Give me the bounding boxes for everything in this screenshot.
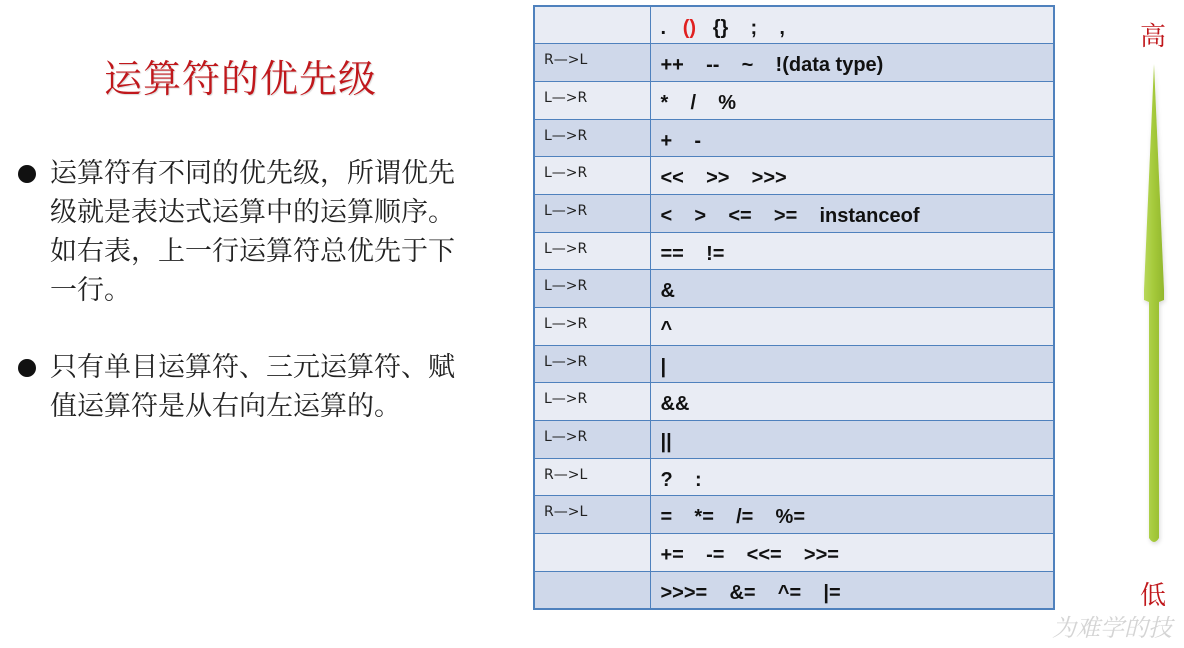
table-row [534,157,1054,195]
associativity-cell: R—>L [534,44,650,82]
operators-cell: << >> >>> [650,157,1054,195]
table-row [534,270,1054,308]
table-row [534,571,1054,609]
operators-cell: & [650,270,1054,308]
bullet-item [14,154,494,310]
bullet-item [14,348,494,426]
table-row [534,496,1054,534]
associativity-cell: L—>R [534,232,650,270]
operators-text: {} ; , [696,17,785,39]
associativity-cell: R—>L [534,496,650,534]
operators-cell: = *= /= %= [650,496,1054,534]
high-label: 高 [1140,22,1167,52]
table-row [534,6,1054,44]
associativity-cell [534,534,650,572]
associativity-cell: L—>R [534,157,650,195]
bullet-dot-icon [18,359,36,377]
table-row [534,534,1054,572]
associativity-cell: L—>R [534,194,650,232]
table-row [534,81,1054,119]
table-row [534,232,1054,270]
associativity-cell: L—>R [534,81,650,119]
associativity-cell: L—>R [534,421,650,459]
associativity-cell: L—>R [534,308,650,346]
bullet-dot-icon [18,165,36,183]
operators-cell: || [650,421,1054,459]
low-label: 低 [1140,581,1167,611]
associativity-cell [534,6,650,44]
associativity-cell: L—>R [534,119,650,157]
operators-cell: * / % [650,81,1054,119]
operators-cell: + - [650,119,1054,157]
watermark: 为难学的技 [1052,614,1172,642]
operators-text: . [660,17,683,39]
bullet-list [14,154,494,464]
slide-title: 运算符的优先级 [104,57,378,101]
operators-cell: ++ -- ~ !(data type) [650,44,1054,82]
bullet-text: 运算符有不同的优先级，所谓优先级就是表达式运算中的运算顺序。如右表，上一行运算符总优先于下一行。 [50,158,455,306]
associativity-cell: L—>R [534,345,650,383]
operator-precedence-table [533,5,1055,610]
operators-cell [650,6,1054,44]
bullet-text: 只有单目运算符、三元运算符、赋值运算符是从右向左运算的。 [50,352,455,422]
operators-cell: ^ [650,308,1054,346]
up-arrow-icon [1120,0,1184,648]
associativity-cell: L—>R [534,270,650,308]
table-row [534,345,1054,383]
operators-cell: | [650,345,1054,383]
table-row [534,383,1054,421]
operators-cell: += -= <<= >>= [650,534,1054,572]
operators-cell: >>>= &= ^= |= [650,571,1054,609]
operators-cell: < > <= >= instanceof [650,194,1054,232]
table-row [534,421,1054,459]
operators-cell: == != [650,232,1054,270]
operators-cell: ? : [650,458,1054,496]
associativity-cell: R—>L [534,458,650,496]
table-row [534,458,1054,496]
operators-cell: && [650,383,1054,421]
associativity-cell [534,571,650,609]
table-row [534,194,1054,232]
operators-highlight: () [682,17,697,39]
table-row [534,44,1054,82]
associativity-cell: L—>R [534,383,650,421]
table-row [534,119,1054,157]
table-row [534,308,1054,346]
precedence-arrow [1120,0,1184,648]
